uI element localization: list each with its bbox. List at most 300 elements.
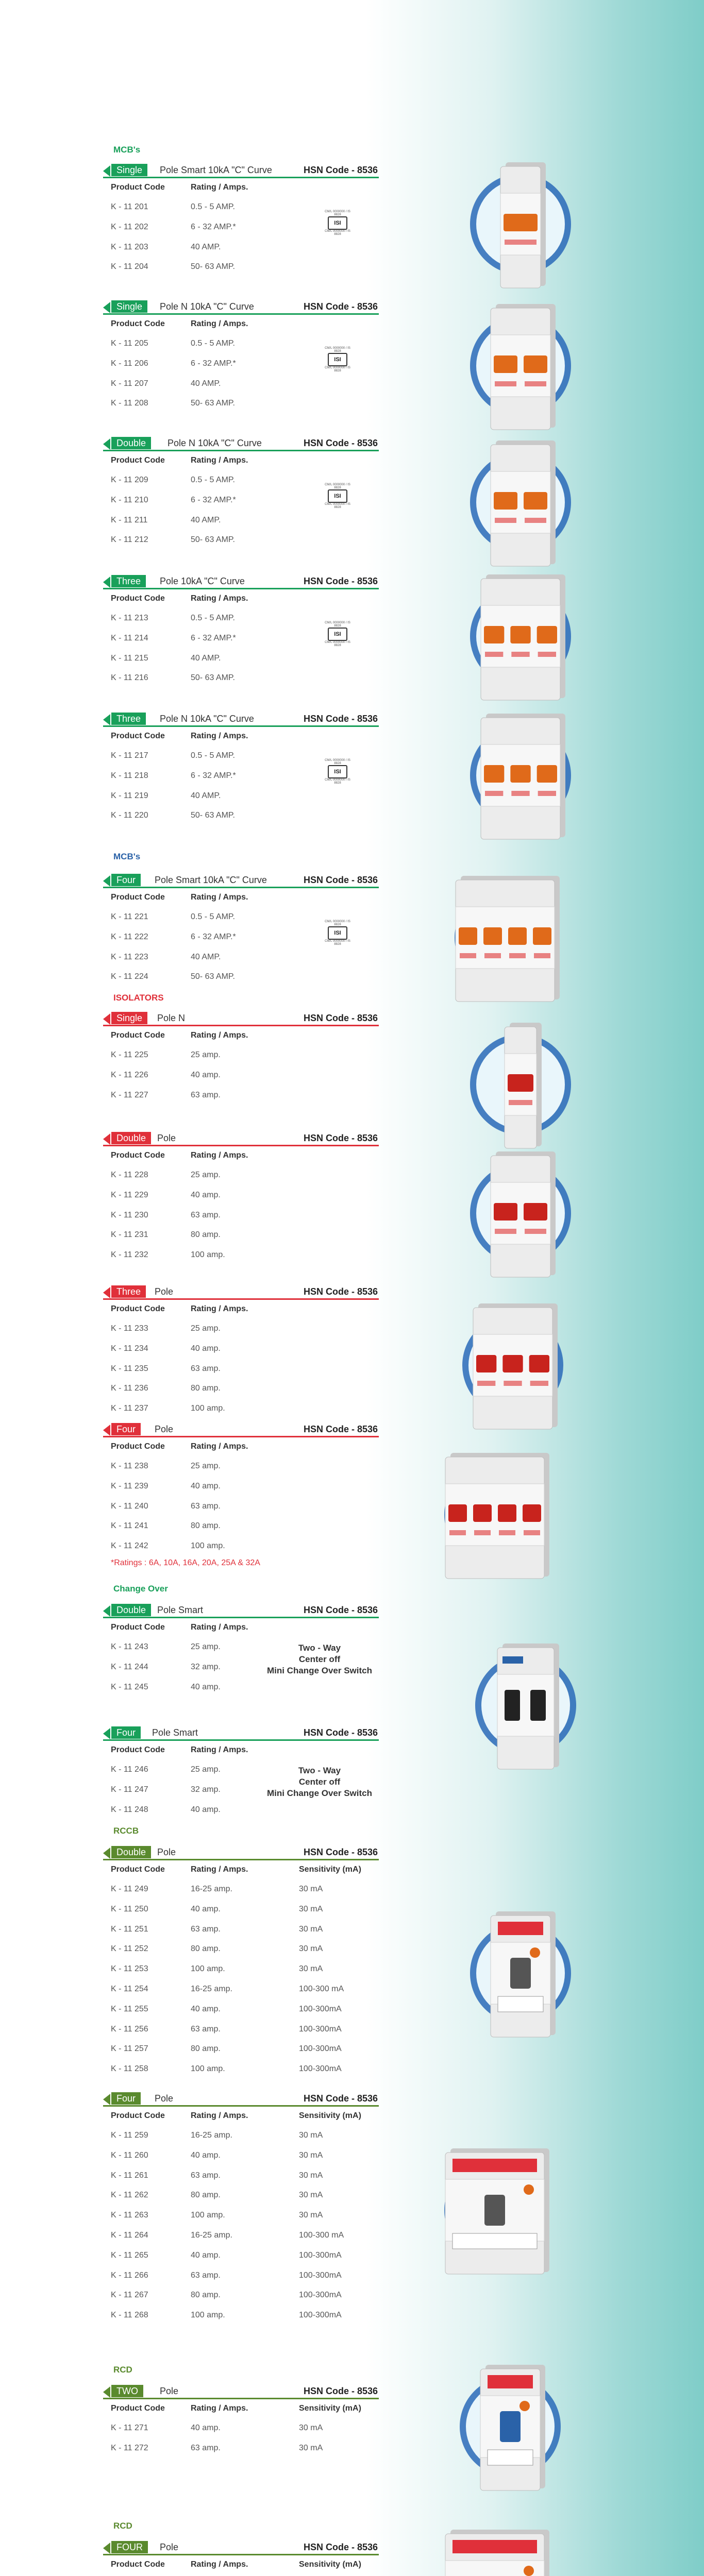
isi-icon: ISI [328, 765, 347, 778]
section-header [103, 1601, 379, 1618]
mcb-product-image [417, 1437, 562, 1587]
column-header-product-code: Product Code [111, 732, 165, 740]
sensitivity-cell: 30 mA [299, 1944, 323, 1954]
product-code-cell: K - 11 208 [111, 399, 148, 408]
product-code-cell: K - 11 253 [111, 1964, 148, 1974]
section-header [103, 1843, 379, 1860]
header-arrow-icon [103, 2386, 110, 2398]
sensitivity-cell: 100-300mA [299, 2250, 342, 2260]
co-product-image [448, 1628, 593, 1777]
rating-cell: 0.5 - 5 AMP. [191, 339, 235, 348]
description-line-3: Mini Change Over Switch [266, 1666, 373, 1675]
column-header-product-code: Product Code [111, 1031, 165, 1040]
pole-badge: Double [111, 1132, 151, 1144]
product-code-cell: K - 11 216 [111, 673, 148, 683]
section-header [103, 2090, 379, 2107]
rating-cell: 40 amp. [191, 1344, 221, 1353]
isi-icon: ISI [328, 353, 347, 366]
rating-cell: 80 amp. [191, 1230, 221, 1240]
rating-cell: 16-25 amp. [191, 1985, 232, 1993]
category-title: MCB's [113, 852, 141, 861]
hsn-code: HSN Code - 8536 [303, 1133, 378, 1143]
isi-caption: CM/L 0000000 / IS 8828 [325, 920, 350, 926]
header-arrow-icon [103, 875, 110, 887]
product-code-cell: K - 11 265 [111, 2250, 148, 2260]
rating-cell: 6 - 32 AMP.* [191, 932, 236, 941]
column-header-product-code: Product Code [111, 183, 165, 192]
rating-cell: 6 - 32 AMP.* [191, 222, 236, 231]
product-code-cell: K - 11 271 [111, 2424, 148, 2432]
column-header-product-code: Product Code [111, 1442, 165, 1451]
header-arrow-icon [103, 165, 110, 177]
description-line-3: Mini Change Over Switch [266, 1788, 373, 1798]
product-code-cell: K - 11 262 [111, 2191, 148, 2200]
rating-cell: 40 amp. [191, 1481, 221, 1490]
product-code-cell: K - 11 267 [111, 2291, 148, 2300]
product-code-cell: K - 11 230 [111, 1210, 148, 1219]
product-code-cell: K - 11 247 [111, 1785, 148, 1794]
header-arrow-icon [103, 302, 110, 313]
sensitivity-cell: 30 mA [299, 2424, 323, 2432]
sensitivity-cell: 30 mA [299, 2191, 323, 2200]
rating-cell: 6 - 32 AMP.* [191, 359, 236, 368]
rating-cell: 32 amp. [191, 1785, 221, 1794]
rating-cell: 63 amp. [191, 1364, 221, 1373]
hsn-code: HSN Code - 8536 [303, 165, 378, 175]
pole-badge: Double [111, 437, 151, 449]
isi-certification-mark [322, 210, 353, 236]
product-code-cell: K - 11 249 [111, 1885, 148, 1893]
column-header-product-code: Product Code [111, 1151, 165, 1160]
product-code-cell: K - 11 220 [111, 811, 148, 820]
column-header-product-code: Product Code [111, 2111, 165, 2120]
isi-certification-mark [322, 347, 353, 372]
section-header [103, 1009, 379, 1026]
rating-cell: 0.5 - 5 AMP. [191, 202, 235, 211]
column-header-rating: Rating / Amps. [191, 183, 248, 192]
product-code-cell: K - 11 215 [111, 653, 148, 663]
section-s3 [0, 434, 704, 545]
product-code-cell: K - 11 250 [111, 1904, 148, 1913]
product-code-cell: K - 11 202 [111, 222, 148, 231]
mcb-product-image [428, 860, 572, 1010]
column-header-rating: Rating / Amps. [191, 1304, 248, 1313]
section-header [103, 1283, 379, 1300]
hsn-code: HSN Code - 8536 [303, 714, 378, 724]
product-code-cell: K - 11 268 [111, 2311, 148, 2320]
isi-caption-2: CM/L 0000000 / IS 8828 [325, 641, 350, 647]
product-code-cell: K - 11 260 [111, 2150, 148, 2160]
header-arrow-icon [103, 2543, 110, 2554]
hsn-code: HSN Code - 8536 [303, 1013, 378, 1023]
column-header-product-code: Product Code [111, 2404, 165, 2413]
pole-badge: FOUR [111, 2541, 148, 2553]
rating-cell: 80 amp. [191, 1521, 221, 1531]
rating-cell: 32 amp. [191, 1662, 221, 1671]
section-s12 [0, 1724, 704, 1814]
rating-cell: 0.5 - 5 AMP. [191, 751, 235, 760]
rating-cell: 40 AMP. [191, 515, 221, 524]
product-code-cell: K - 11 243 [111, 1642, 148, 1651]
product-code-cell: K - 11 227 [111, 1090, 148, 1099]
isi-caption: CM/L 0000000 / IS 8828 [325, 483, 350, 489]
rating-cell: 100 amp. [191, 2311, 225, 2320]
isi-certification-mark [322, 920, 353, 946]
sensitivity-cell: 30 mA [299, 1904, 323, 1913]
sensitivity-cell: 100-300mA [299, 2270, 342, 2280]
isi-certification-mark [322, 621, 353, 647]
mcb-product-image [435, 1288, 580, 1437]
sensitivity-cell: 100-300 mA [299, 2231, 344, 2240]
rccb-product-image [443, 1896, 588, 2045]
product-code-cell: K - 11 251 [111, 1924, 148, 1934]
rating-cell: 40 amp. [191, 1682, 221, 1691]
pole-badge: Three [111, 575, 146, 587]
changeover-description [253, 1642, 387, 1676]
product-code-cell: K - 11 236 [111, 1384, 148, 1393]
rating-cell: 40 amp. [191, 1190, 221, 1199]
rating-cell: 100 amp. [191, 2211, 225, 2220]
rating-cell: 6 - 32 AMP.* [191, 771, 236, 780]
pole-badge: Four [111, 874, 141, 886]
section-subtitle: Pole Smart [152, 1727, 198, 1738]
product-code-cell: K - 11 259 [111, 2131, 148, 2140]
sensitivity-cell: 30 mA [299, 2443, 323, 2452]
description-line-1: Two - Way [298, 1766, 341, 1775]
hsn-code: HSN Code - 8536 [303, 1847, 378, 1857]
rating-cell: 63 amp. [191, 1090, 221, 1099]
rating-cell: 50- 63 AMP. [191, 811, 235, 820]
column-header-product-code: Product Code [111, 893, 165, 902]
header-arrow-icon [103, 1728, 110, 1739]
sensitivity-cell: 100-300mA [299, 2291, 342, 2300]
isi-caption-2: CM/L 0000000 / IS 8828 [325, 230, 350, 236]
product-code-cell: K - 11 232 [111, 1250, 148, 1260]
rating-cell: 80 amp. [191, 2044, 221, 2054]
changeover-description [253, 1765, 387, 1799]
rating-cell: 100 amp. [191, 1250, 225, 1260]
section-subtitle: Pole Smart 10kA "C" Curve [160, 165, 272, 175]
product-code-cell: K - 11 219 [111, 791, 148, 800]
product-code-cell: K - 11 217 [111, 751, 148, 760]
description-line-1: Two - Way [298, 1643, 341, 1653]
column-header-rating: Rating / Amps. [191, 732, 248, 740]
description-line-2: Center off [298, 1654, 341, 1664]
column-header-sensitivity: Sensitivity (mA) [299, 2404, 361, 2413]
pole-badge: Four [111, 1726, 141, 1739]
category-title: Change Over [113, 1584, 168, 1594]
header-arrow-icon [103, 714, 110, 725]
section-header [103, 1420, 379, 1437]
isi-caption: CM/L 0000000 / IS 8828 [325, 210, 350, 216]
section-s11 [0, 1584, 704, 1691]
rating-cell: 40 amp. [191, 1805, 221, 1814]
product-code-cell: K - 11 246 [111, 1765, 148, 1774]
isi-icon: ISI [328, 489, 347, 503]
pole-badge: Single [111, 300, 147, 313]
category-title: RCD [113, 2521, 132, 2531]
section-header [103, 161, 379, 178]
product-code-cell: K - 11 241 [111, 1521, 148, 1531]
mcb-product-image [443, 425, 588, 574]
isi-icon: ISI [328, 216, 347, 230]
category-title: RCD [113, 2365, 132, 2375]
description-line-2: Center off [298, 1777, 341, 1787]
column-header-product-code: Product Code [111, 2560, 165, 2569]
rating-cell: 40 AMP. [191, 379, 221, 388]
column-header-rating: Rating / Amps. [191, 1865, 248, 1874]
pole-badge: Double [111, 1846, 151, 1858]
sensitivity-cell: 100-300 mA [299, 1985, 344, 1993]
rcd-product-image [433, 2349, 577, 2499]
product-code-cell: K - 11 203 [111, 242, 148, 251]
sensitivity-cell: 100-300mA [299, 2024, 342, 2033]
product-code-cell: K - 11 211 [111, 515, 148, 524]
product-code-cell: K - 11 254 [111, 1985, 148, 1993]
rating-cell: 80 amp. [191, 1384, 221, 1393]
section-s15 [0, 2365, 704, 2452]
product-code-cell: K - 11 240 [111, 1501, 148, 1511]
rating-cell: 63 amp. [191, 1501, 221, 1511]
header-arrow-icon [103, 577, 110, 588]
product-code-cell: K - 11 201 [111, 202, 148, 211]
section-header [103, 2538, 379, 2555]
sensitivity-cell: 100-300mA [299, 2064, 342, 2074]
rating-cell: 40 amp. [191, 1070, 221, 1079]
header-arrow-icon [103, 1133, 110, 1145]
product-code-cell: K - 11 223 [111, 952, 148, 961]
rating-cell: 100 amp. [191, 1541, 225, 1551]
section-s1 [0, 145, 704, 272]
product-code-cell: K - 11 212 [111, 535, 148, 545]
column-header-product-code: Product Code [111, 1865, 165, 1874]
rating-cell: 16-25 amp. [191, 1885, 232, 1893]
product-code-cell: K - 11 272 [111, 2443, 148, 2452]
section-subtitle: Pole [155, 1424, 174, 1434]
section-header [103, 2382, 379, 2399]
isi-caption-2: CM/L 0000000 / IS 8828 [325, 366, 350, 372]
category-title: RCCB [113, 1826, 139, 1836]
product-code-cell: K - 11 205 [111, 339, 148, 348]
pole-badge: Single [111, 1012, 147, 1024]
section-subtitle: Pole N [157, 1013, 186, 1023]
rating-cell: 80 amp. [191, 1944, 221, 1954]
sensitivity-cell: 100-300mA [299, 2044, 342, 2054]
rating-cell: 40 amp. [191, 2150, 221, 2160]
sensitivity-cell: 30 mA [299, 2211, 323, 2220]
sensitivity-cell: 100-300mA [299, 2311, 342, 2320]
product-code-cell: K - 11 256 [111, 2024, 148, 2033]
section-s5 [0, 710, 704, 820]
rating-cell: 40 AMP. [191, 242, 221, 251]
rating-cell: 50- 63 AMP. [191, 673, 235, 683]
iso-product-image [443, 1007, 588, 1157]
rating-cell: 25 amp. [191, 1050, 221, 1059]
rating-cell: 63 amp. [191, 2024, 221, 2033]
rating-cell: 40 AMP. [191, 653, 221, 663]
column-header-rating: Rating / Amps. [191, 1745, 248, 1754]
hsn-code: HSN Code - 8536 [303, 301, 378, 312]
rating-cell: 25 amp. [191, 1324, 221, 1333]
section-subtitle: Pole [155, 2093, 174, 2104]
pole-badge: Four [111, 2092, 141, 2105]
isi-icon: ISI [328, 926, 347, 940]
product-code-cell: K - 11 242 [111, 1541, 148, 1551]
hsn-code: HSN Code - 8536 [303, 438, 378, 448]
pole-badge: TWO [111, 2385, 143, 2397]
product-code-cell: K - 11 248 [111, 1805, 148, 1814]
sensitivity-cell: 30 mA [299, 2171, 323, 2180]
rating-cell: 50- 63 AMP. [191, 972, 235, 981]
section-subtitle: Pole N 10kA "C" Curve [160, 714, 254, 724]
section-subtitle: Pole [160, 2386, 179, 2396]
section-subtitle: Pole [155, 1286, 174, 1297]
isi-certification-mark [322, 483, 353, 509]
product-code-cell: K - 11 222 [111, 932, 148, 941]
section-s6 [0, 852, 704, 981]
section-subtitle: Pole N 10kA "C" Curve [160, 301, 254, 312]
product-code-cell: K - 11 263 [111, 2211, 148, 2220]
section-s14 [0, 2090, 704, 2320]
column-header-sensitivity: Sensitivity (mA) [299, 2111, 361, 2120]
header-arrow-icon [103, 1605, 110, 1617]
product-code-cell: K - 11 221 [111, 912, 148, 921]
product-code-cell: K - 11 234 [111, 1344, 148, 1353]
section-subtitle: Pole Smart [157, 1605, 204, 1615]
product-code-cell: K - 11 207 [111, 379, 148, 388]
column-header-rating: Rating / Amps. [191, 2111, 248, 2120]
isi-caption: CM/L 0000000 / IS 8828 [325, 621, 350, 628]
mcb-product-image [443, 1136, 588, 1285]
rating-cell: 16-25 amp. [191, 2231, 232, 2240]
product-code-cell: K - 11 239 [111, 1481, 148, 1490]
product-code-cell: K - 11 237 [111, 1404, 148, 1413]
sensitivity-cell: 30 mA [299, 2150, 323, 2160]
rating-cell: 0.5 - 5 AMP. [191, 614, 235, 622]
column-header-product-code: Product Code [111, 456, 165, 465]
section-subtitle: Pole [160, 2542, 179, 2552]
rating-cell: 63 amp. [191, 1924, 221, 1934]
column-header-rating: Rating / Amps. [191, 594, 248, 603]
product-code-cell: K - 11 266 [111, 2270, 148, 2280]
product-code-cell: K - 11 264 [111, 2231, 148, 2240]
section-header [103, 1129, 379, 1146]
mcb-product-image [443, 147, 588, 296]
rating-cell: 50- 63 AMP. [191, 399, 235, 408]
header-arrow-icon [103, 1287, 110, 1298]
product-code-cell: K - 11 261 [111, 2171, 148, 2180]
rating-cell: 16-25 amp. [191, 2131, 232, 2140]
isi-caption-2: CM/L 0000000 / IS 8828 [325, 778, 350, 785]
column-header-product-code: Product Code [111, 319, 165, 328]
hsn-code: HSN Code - 8536 [303, 1286, 378, 1297]
mcb-product-image [443, 698, 588, 848]
product-code-cell: K - 11 238 [111, 1462, 148, 1470]
hsn-code: HSN Code - 8536 [303, 2093, 378, 2104]
column-header-rating: Rating / Amps. [191, 893, 248, 902]
rating-cell: 6 - 32 AMP.* [191, 633, 236, 642]
column-header-rating: Rating / Amps. [191, 1031, 248, 1040]
product-code-cell: K - 11 245 [111, 1682, 148, 1691]
isi-icon: ISI [328, 628, 347, 641]
mcb-product-image [443, 289, 588, 438]
product-code-cell: K - 11 209 [111, 476, 148, 484]
section-subtitle: Pole Smart 10kA "C" Curve [155, 875, 267, 885]
hsn-code: HSN Code - 8536 [303, 576, 378, 586]
column-header-product-code: Product Code [111, 1623, 165, 1632]
column-header-sensitivity: Sensitivity (mA) [299, 1865, 361, 1874]
product-code-cell: K - 11 257 [111, 2044, 148, 2054]
rating-cell: 80 amp. [191, 2291, 221, 2300]
rating-cell: 25 amp. [191, 1171, 221, 1179]
column-header-rating: Rating / Amps. [191, 2404, 248, 2413]
product-code-cell: K - 11 228 [111, 1171, 148, 1179]
column-header-product-code: Product Code [111, 1745, 165, 1754]
rating-cell: 100 amp. [191, 1404, 225, 1413]
product-code-cell: K - 11 218 [111, 771, 148, 780]
sensitivity-cell: 100-300mA [299, 2004, 342, 2013]
pole-badge: Four [111, 1423, 141, 1435]
isi-caption: CM/L 0000000 / IS 8828 [325, 347, 350, 353]
isi-caption-2: CM/L 0000000 / IS 8828 [325, 503, 350, 509]
product-code-cell: K - 11 225 [111, 1050, 148, 1059]
hsn-code: HSN Code - 8536 [303, 2542, 378, 2552]
product-code-cell: K - 11 226 [111, 1070, 148, 1079]
rating-cell: 63 amp. [191, 2171, 221, 2180]
rating-cell: 40 amp. [191, 2250, 221, 2260]
rating-cell: 40 amp. [191, 2004, 221, 2013]
section-subtitle: Pole 10kA "C" Curve [160, 576, 245, 586]
header-arrow-icon [103, 1013, 110, 1025]
column-header-product-code: Product Code [111, 594, 165, 603]
column-header-rating: Rating / Amps. [191, 1623, 248, 1632]
section-s16 [0, 2521, 704, 2569]
column-header-sensitivity: Sensitivity (mA) [299, 2560, 361, 2569]
sensitivity-cell: 30 mA [299, 1885, 323, 1893]
section-header [103, 434, 379, 451]
product-code-cell: K - 11 214 [111, 633, 148, 642]
hsn-code: HSN Code - 8536 [303, 2386, 378, 2396]
header-arrow-icon [103, 1848, 110, 1859]
rating-cell: 40 amp. [191, 1904, 221, 1913]
category-title: MCB's [113, 145, 141, 155]
hsn-code: HSN Code - 8536 [303, 875, 378, 885]
section-subtitle: Pole N 10kA "C" Curve [167, 438, 262, 448]
column-header-rating: Rating / Amps. [191, 456, 248, 465]
column-header-rating: Rating / Amps. [191, 319, 248, 328]
isi-certification-mark [322, 759, 353, 785]
section-subtitle: Pole [157, 1847, 176, 1857]
section-s8 [0, 1129, 704, 1260]
product-code-cell: K - 11 204 [111, 262, 148, 272]
isi-caption-2: CM/L 0000000 / IS 8828 [325, 940, 350, 946]
product-code-cell: K - 11 206 [111, 359, 148, 368]
rating-cell: 25 amp. [191, 1642, 221, 1651]
column-header-rating: Rating / Amps. [191, 2560, 248, 2569]
column-header-rating: Rating / Amps. [191, 1442, 248, 1451]
section-s13 [0, 1826, 704, 2074]
hsn-code: HSN Code - 8536 [303, 1605, 378, 1615]
mcb-product-image [443, 559, 588, 708]
product-code-cell: K - 11 210 [111, 495, 148, 504]
rating-cell: 63 amp. [191, 2270, 221, 2280]
ratings-note: *Ratings : 6A, 10A, 16A, 20A, 25A & 32A [111, 1558, 260, 1567]
rating-cell: 80 amp. [191, 2191, 221, 2200]
header-arrow-icon [103, 2094, 110, 2105]
category-title: ISOLATORS [113, 993, 164, 1003]
rating-cell: 40 AMP. [191, 952, 221, 961]
isi-caption: CM/L 0000000 / IS 8828 [325, 759, 350, 765]
